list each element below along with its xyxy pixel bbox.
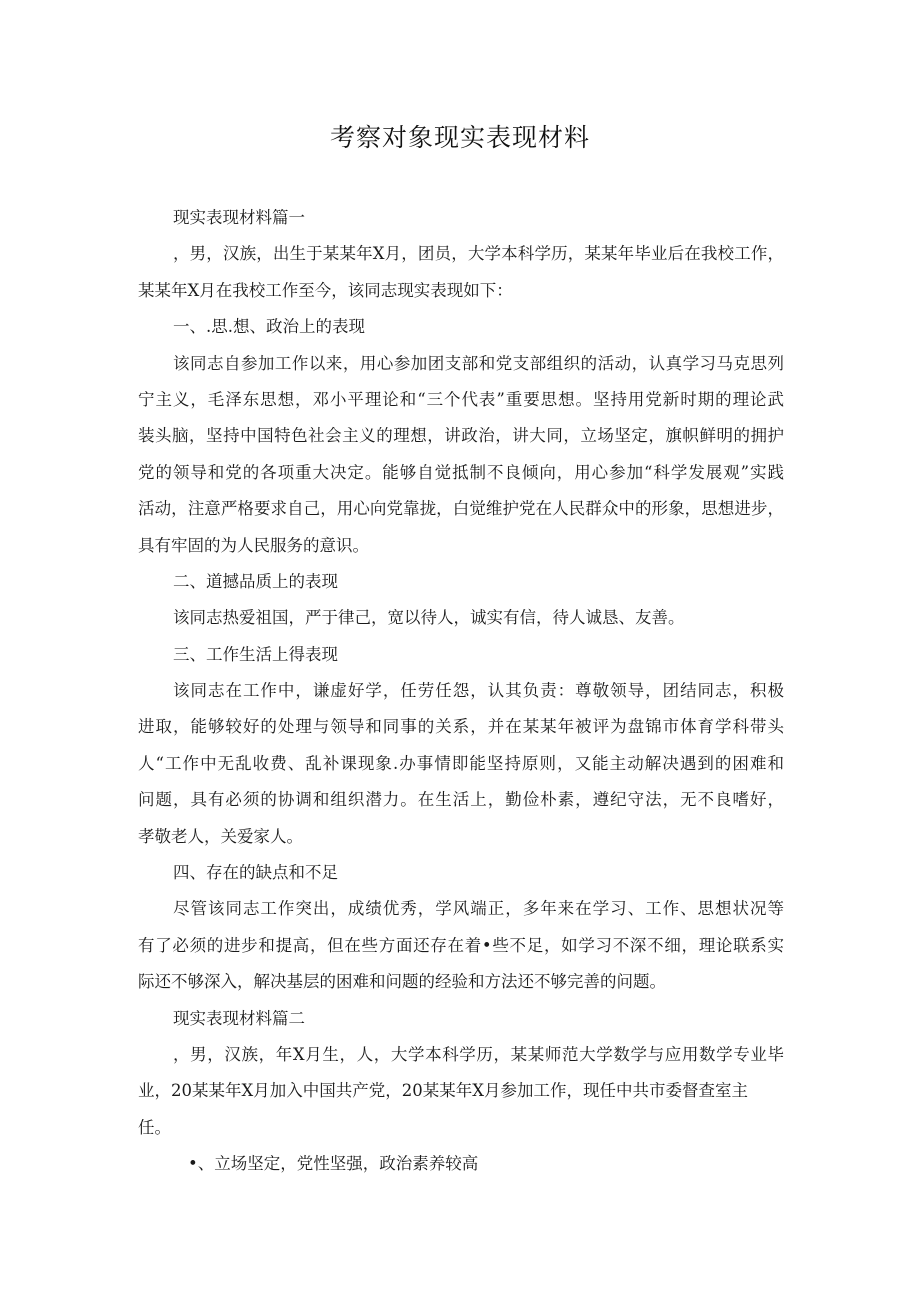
- text-line: 孝敬老人，关爱家人。: [138, 826, 303, 846]
- text-line: 四、存在的缺点和不足: [173, 863, 338, 883]
- text-line: 宁主义，毛泽东思想，邓小平理论和“三个代表”重要思想。坚持用党新时期的理论武: [138, 389, 784, 409]
- text-line: 活动，注意严格要求自己，用心向党靠拢，白觉维护党在人民群众中的形象，思想进步，: [138, 499, 784, 519]
- text-line: 该同志在工作中，谦虚好学，任劳任怨，认其负责：尊敬领导，团结同志，积极: [173, 681, 784, 701]
- text-line: 进取，能够较好的处理与领导和同事的关系，并在某某年被评为盘锦市体育学科带头: [138, 717, 784, 737]
- text-line: •、立场坚定，党性坚强，政治素养较高: [188, 1154, 479, 1174]
- text-line: 具有牢固的为人民服务的意识。: [138, 535, 369, 555]
- text-line: 一、.思.想、政治上的表现: [173, 317, 365, 337]
- text-line: 该同志自参加工作以来，用心参加团支部和党支部组织的活动，认真学习马克思列: [173, 353, 784, 373]
- text-line: 装头脑，坚持中国特色社会主义的理想，讲政治，讲大同，立场坚定，旗帜鲜明的拥护: [138, 426, 784, 446]
- text-line: ，男，汉族，年X月生，人，大学本科学历，某某师范大学数学与应用数学专业毕: [173, 1044, 784, 1064]
- document-body: [138, 200, 784, 1183]
- text-line: 际还不够深入，解决基层的困难和问题的经验和方法还不够完善的问题。: [138, 972, 666, 992]
- text-line: 尽管该同志工作突出，成绩优秀，学风端正，多年来在学习、工作、思想状况等: [173, 899, 784, 919]
- text-line: 有了必须的进步和提高，但在些方面还存在着•些不足，如学习不深不细，理论联系实: [138, 935, 784, 955]
- text-line: 任。: [138, 1117, 171, 1137]
- text-line: 三、工作生活上得表现: [173, 644, 338, 664]
- text-line: 党的领导和党的各项重大决定。能够自觉抵制不良倾向，用心参加“科学发展观”实践: [138, 462, 784, 482]
- text-line: ，男，汉族，出生于某某年X月，团员，大学本科学历，某某年毕业后在我校工作，: [173, 244, 784, 264]
- text-line: 问题，具有必须的协调和组织潜力。在生活上，勤俭朴素，遵纪守法，无不良嗜好，: [138, 790, 784, 810]
- text-line: 该同志热爱祖国，严于律己，宽以待人，诚实有信，待人诚恳、友善。: [173, 608, 685, 628]
- text-line: 某某年X月在我校工作至今，该同志现实表现如下：: [138, 280, 513, 300]
- text-line: 二、道撼品质上的表现: [173, 571, 338, 591]
- text-line: 现实表现材料篇二: [173, 1008, 305, 1028]
- text-line: 人“工作中无乱收费、乱补课现象.办事情即能坚持原则，又能主动解决遇到的困难和: [138, 753, 784, 773]
- text-line: 业，20某某年X月加入中国共产党，20某某年X月参加工作，现任中共市委督查室主: [138, 1081, 748, 1101]
- document-title: 考察对象现实表现材料: [329, 123, 590, 152]
- text-line: 现实表现材料篇一: [173, 208, 305, 227]
